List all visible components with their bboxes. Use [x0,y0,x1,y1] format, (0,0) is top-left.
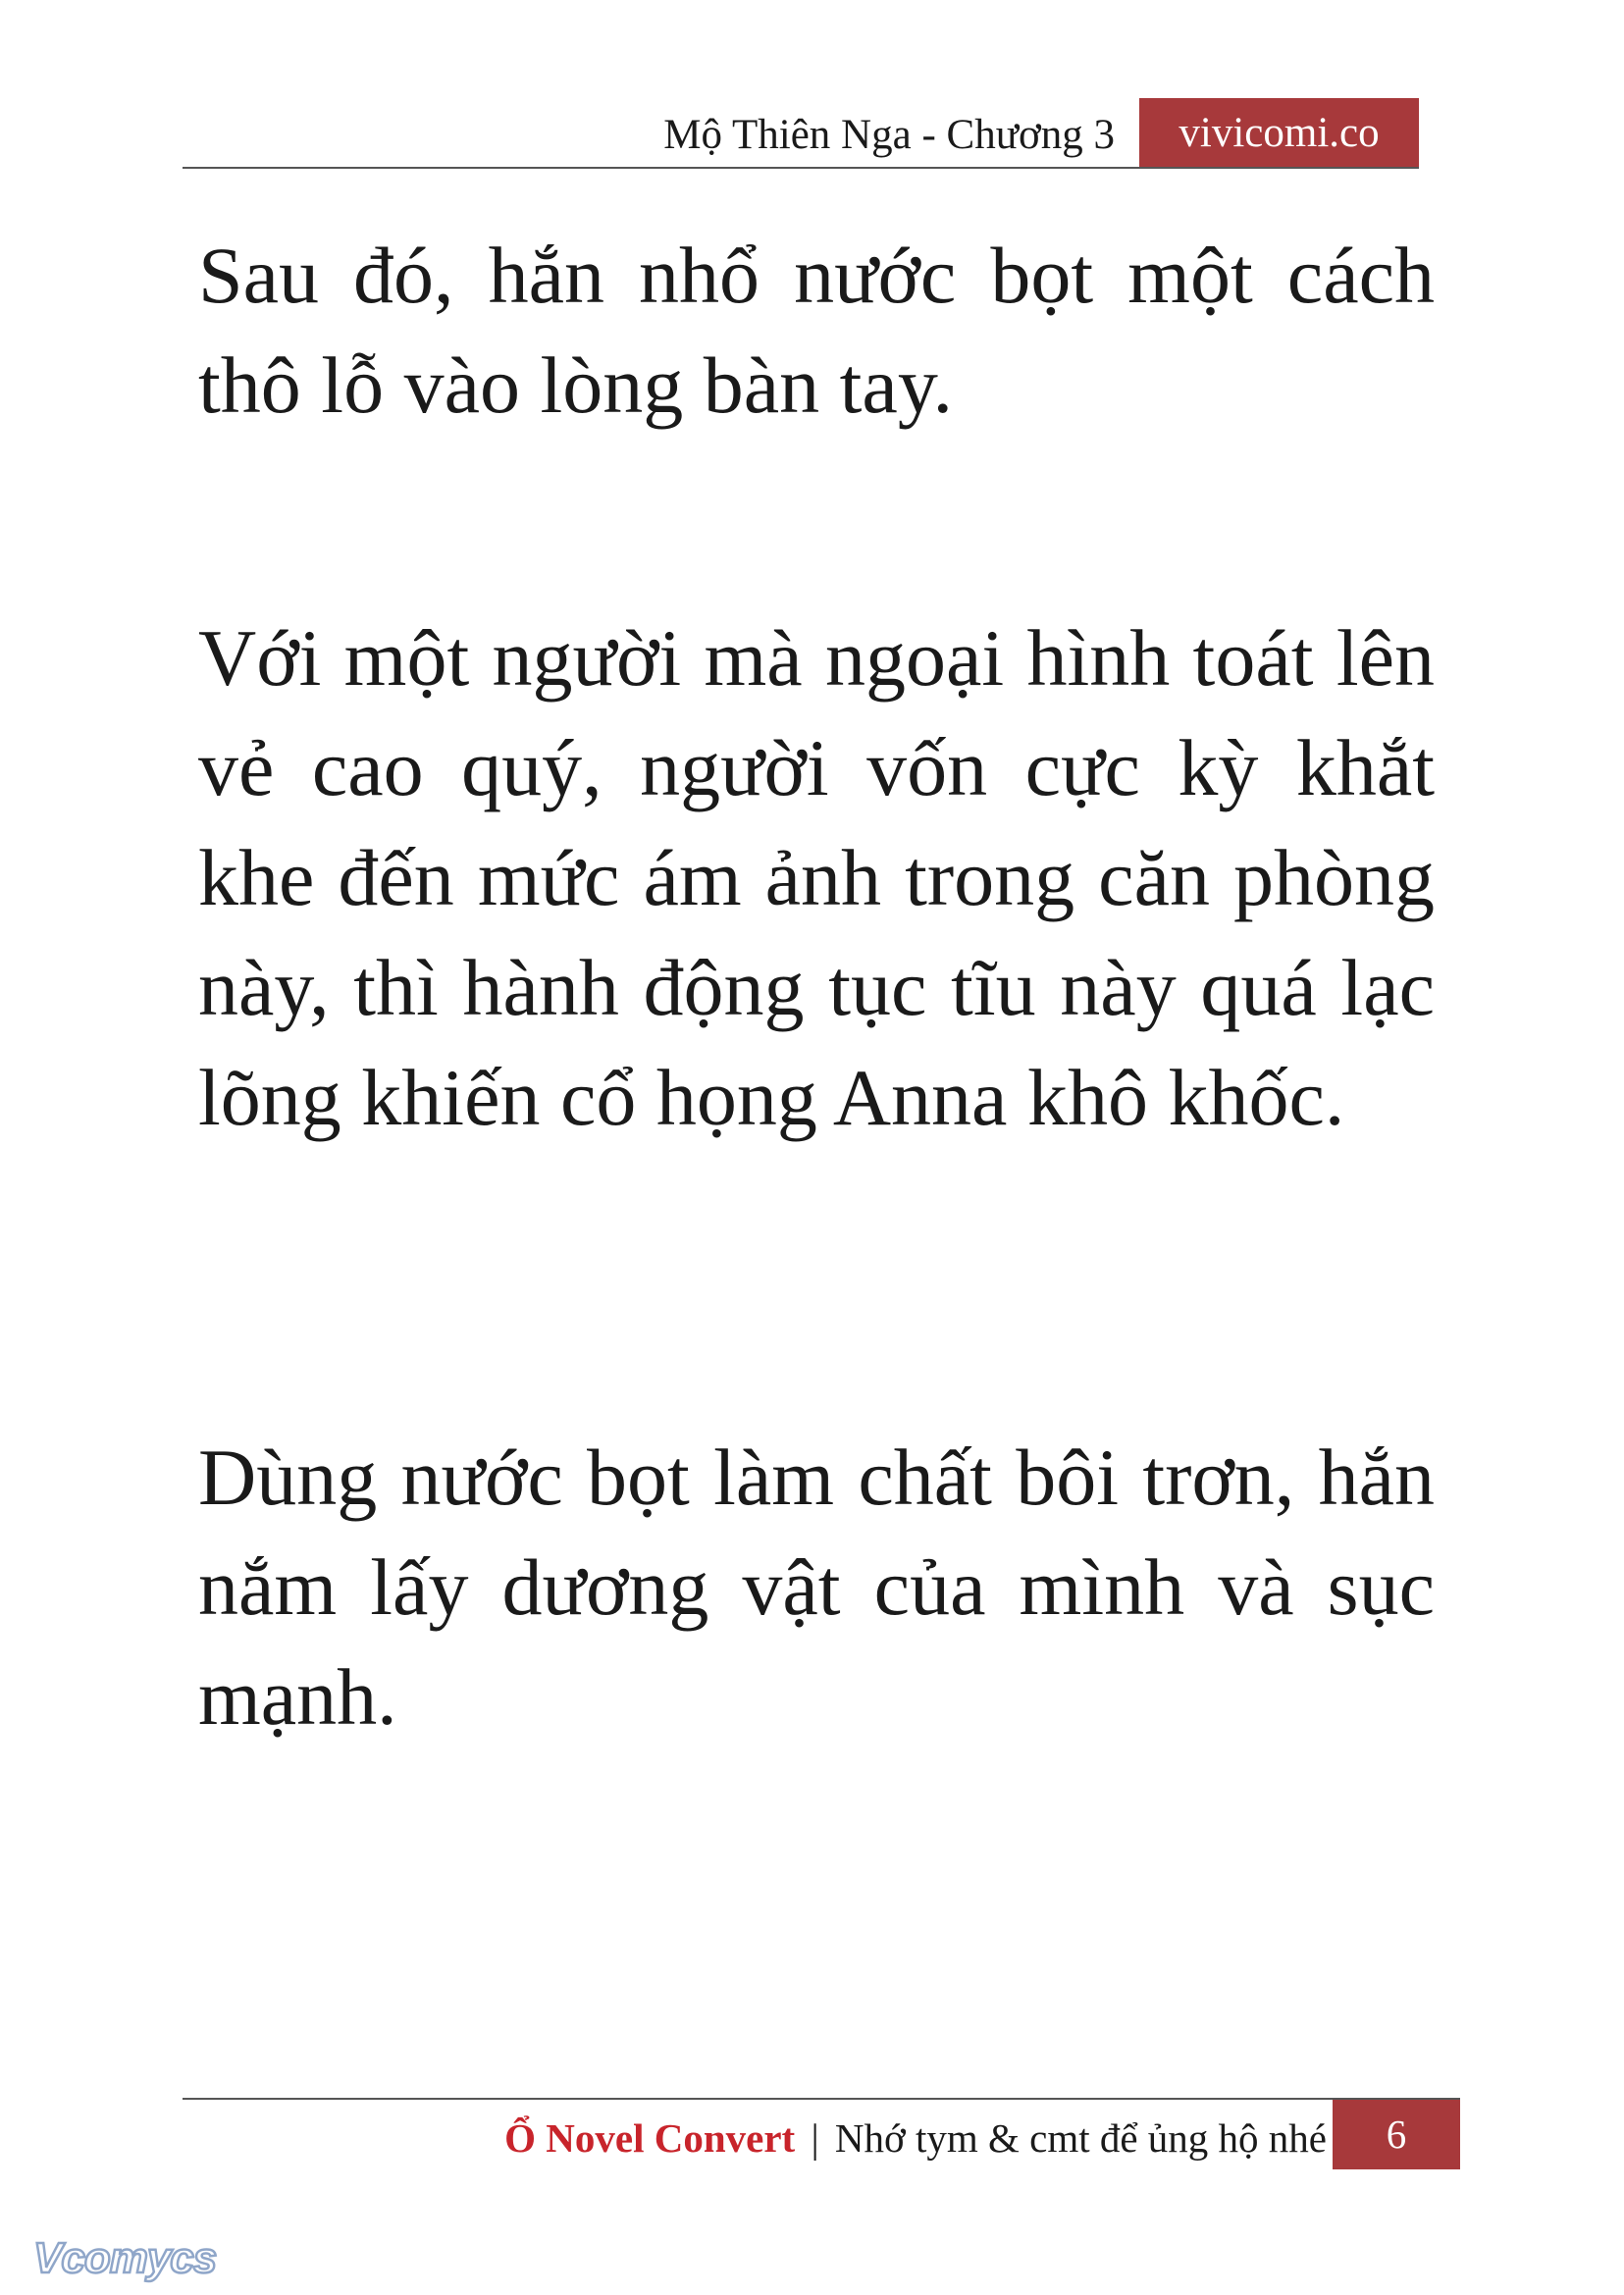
site-badge: vivicomi.co [1139,98,1419,169]
chapter-title: Mộ Thiên Nga - Chương 3 [663,112,1115,158]
vcomycs-watermark-logo [29,2227,255,2286]
paragraph-3: Dùng nước bọt làm chất bôi trơn, hắn nắm lấy dương vật của mình và sục mạnh. [198,1433,1435,1742]
svg-text:Vcomycs: Vcomycs [33,2234,217,2282]
footer-credit [504,2110,1327,2166]
paragraph-1: Sau đó, hắn nhổ nước bọt một cách thô lỗ vào lòng bàn tay. [198,231,1435,430]
page-number: 6 [1333,2100,1460,2169]
header-divider [183,167,1419,169]
footer-separator: | [811,2115,819,2161]
page-footer [183,2098,1460,2169]
footer-divider [183,2098,1460,2100]
paragraph-2: Với một người mà ngoại hình toát lên vẻ cao quý, người vốn cực kỳ khắt khe đến mức ám ảnh trong căn phòng này, thì hành động tục tĩu này quá lạc lõng khiến cổ họng Anna khô khốc. [198,613,1435,1142]
footer-brand: Ổ Novel Convert [504,2115,796,2161]
footer-note: Nhớ tym & cmt để ủng hộ nhé [834,2115,1327,2161]
page-header [183,98,1419,169]
